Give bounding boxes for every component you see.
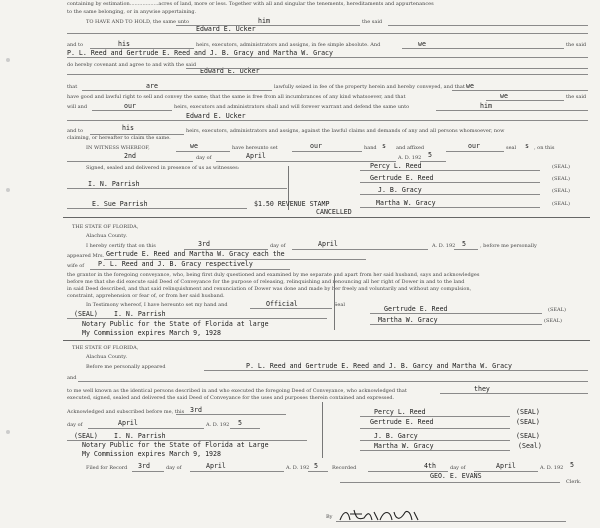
ack1-body-4: constraint, apprehension or fear of, or from her said husband.: [67, 293, 225, 299]
seal-s: s: [525, 142, 529, 150]
recorded-dayof: day of: [450, 465, 466, 471]
warrant-text: heirs, executors and administrators shall and will forever warrant and defend the same unto: [174, 104, 410, 110]
ack1-seal-word: Seal: [334, 302, 345, 308]
ack1-seal-1: (SEAL): [548, 307, 566, 313]
filed-dayof: day of: [166, 465, 182, 471]
claims-text: heirs, executors, administrators and assigns, against the lawful claims and demands of any and all persons whomsoever, now: [186, 128, 505, 134]
ack2-year: 5: [238, 419, 242, 427]
witness-we: we: [190, 142, 198, 150]
ack2-day: 3rd: [190, 406, 202, 414]
signer-1: Percy L. Reed: [370, 162, 422, 170]
filed-ad: A. D. 192: [286, 465, 310, 471]
ack1-ad: A. D. 192: [432, 243, 456, 249]
covenant-grantee: Edward E. Ucker: [200, 67, 260, 75]
seal-text: seal: [506, 145, 517, 151]
and-to-label-2: and to: [67, 128, 84, 134]
the-said-label-2: the said: [566, 42, 587, 48]
ack1-appeared: appeared Mrs.: [67, 253, 105, 259]
ack1-seal-2: (SEAL): [544, 318, 562, 324]
clerk-label: Clerk.: [566, 479, 582, 485]
ack2-body-1: to me well known as the identical persons described in and who executed the foregoing Deed of Conveyance, who acknowledged that: [67, 388, 407, 394]
signer-4: Martha W. Gracy: [376, 199, 436, 207]
seal-1: (SEAL): [552, 164, 570, 170]
brace-line: [334, 276, 335, 330]
ack1-day: 3rd: [198, 240, 210, 248]
ack2-seal-3: (SEAL): [516, 432, 540, 440]
ack1-state: THE STATE OF FLORIDA,: [72, 224, 139, 230]
ack2-signer-1: Percy L. Reed: [374, 408, 426, 416]
that-we-2: we: [500, 92, 508, 100]
grantee-pronoun: him: [258, 17, 270, 25]
ack2-commission: My Commission expires March 9, 1928: [82, 450, 221, 458]
witness-day: 2nd: [124, 152, 136, 160]
hand-text: hand: [364, 145, 377, 151]
ack2-notary-title: Notary Public for the State of Florida at Large: [82, 441, 269, 449]
ack2-seal-notary: (SEAL): [74, 432, 98, 440]
deed-line-2: to the same belonging, or in anywise appertaining.: [67, 9, 197, 15]
ack2-body-2: executed, signed, sealed and delivered the said Deed of Conveyance for the uses and purposes therein contained and expressed.: [67, 395, 395, 401]
brace-line: [322, 402, 323, 458]
cancelled-stamp: CANCELLED: [316, 208, 352, 216]
warrant-him: him: [480, 102, 492, 110]
witness-year: 5: [428, 151, 432, 159]
ack1-wife: wife of: [67, 263, 85, 269]
ad-text: A. D. 192: [398, 155, 422, 161]
ack2-ad: A. D. 192: [206, 422, 230, 428]
ack1-wife-1: Gertrude E. Reed: [384, 305, 448, 313]
ack1-body-2: before me that she did execute said Deed of Conveyance for the purpose of releasing, relinquishing and renouncing all her right of Dower in and to the land: [67, 279, 465, 285]
ack1-before: , before me personally: [480, 243, 537, 249]
ack2-state: THE STATE OF FLORIDA,: [72, 345, 139, 351]
ack1-names: Gertrude E. Reed and Martha W. Gracy each the: [106, 250, 285, 258]
heirs-text: heirs, executors, administrators and assigns, in fee simple absolute. And: [196, 42, 381, 48]
section-divider: [63, 217, 590, 218]
punch-hole: [6, 430, 10, 434]
witness-1: I. N. Parrish: [88, 180, 140, 188]
ack2-they: they: [474, 385, 490, 393]
ack1-testimony: In Testimony whereof, I have hereunto set my hand and: [86, 302, 228, 308]
filed-year: 5: [314, 462, 318, 470]
signer-2: Gertrude E. Reed: [370, 174, 434, 182]
ack2-county: Alachua County.: [86, 354, 128, 360]
witness-month: April: [246, 152, 266, 160]
on-this-text: , on this: [534, 145, 555, 151]
ack1-certify: I hereby certify that on this: [86, 243, 156, 249]
ack2-seal-1: (SEAL): [516, 408, 540, 416]
hand-s: s: [382, 142, 386, 150]
day-of-text: day of: [196, 155, 212, 161]
filed-day: 3rd: [138, 462, 150, 470]
ack1-county: Alachua County.: [86, 233, 128, 239]
witness-whereof: IN WITNESS WHEREOF,: [86, 145, 150, 151]
ack1-notary-title: Notary Public for the State of Florida at large: [82, 320, 269, 328]
will-and-label: will and: [67, 104, 88, 110]
seal-3: (SEAL): [552, 188, 570, 194]
ack2-and: and: [67, 375, 77, 381]
ack2-ack-sub: Acknowledged and subscribed before me, this: [67, 409, 185, 415]
warrant-grantee: Edward E. Ucker: [186, 112, 246, 120]
that-we-text: we: [466, 82, 474, 90]
ack2-notary: I. N. Parrish: [114, 432, 166, 440]
signer-3: J. B. Gracy: [378, 186, 422, 194]
ack2-seal-4: (Seal): [518, 442, 542, 450]
recorded-month: April: [496, 462, 516, 470]
seal-4: (SEAL): [552, 201, 570, 207]
signed-sealed-text: Signed, sealed and delivered in presence of us as witnesses:: [86, 165, 240, 171]
claim-same-text: claiming, or hereafter to claim the same.: [67, 135, 171, 141]
clerk-signature-mark: [338, 508, 422, 524]
the-said-label-3: the said: [566, 94, 587, 100]
section-divider: [63, 340, 590, 341]
ack1-husbands: P. L. Reed and J. B. Gracy respectively: [98, 260, 253, 268]
punch-hole: [6, 58, 10, 62]
clerk-name: GEO. E. EVANS: [430, 472, 482, 480]
ack1-dayof: day of: [270, 243, 286, 249]
ack1-official: Official: [266, 300, 298, 308]
seal-2: (SEAL): [552, 176, 570, 182]
ack1-commission: My Commission expires March 9, 1928: [82, 329, 221, 337]
ack1-month: April: [318, 240, 338, 248]
that-label: that: [67, 84, 78, 90]
recorded-label: Recorded: [332, 465, 357, 471]
ack1-seal-notary: (SEAL): [74, 310, 98, 318]
recorded-day: 4th: [424, 462, 436, 470]
are-text: are: [146, 82, 158, 90]
grantors-names: P. L. Reed and Gertrude E. Reed and J. B. Gracy and Martha W. Gracy: [67, 49, 333, 57]
covenant-text: do hereby covenant and agree to and with the said: [67, 62, 197, 68]
ack1-year: 5: [462, 240, 466, 248]
recorded-year: 5: [570, 461, 574, 469]
punch-hole: [6, 188, 10, 192]
deed-line-1: containing by estimation..................acres of land, more or less. Together with all and singular the tenements, hereditaments and appurtenances: [67, 1, 434, 7]
hereunto-text: have hereunto set: [232, 145, 278, 151]
his-text: his: [118, 40, 130, 48]
witness-our: our: [310, 142, 322, 150]
ack1-notary: I. N. Parrish: [114, 310, 166, 318]
by-label: By: [326, 514, 333, 520]
we-text: we: [418, 40, 426, 48]
ack2-signer-3: J. B. Garcy: [374, 432, 418, 440]
ack2-before: Before me personally appeared: [86, 364, 166, 370]
recorded-ad: A. D. 192: [540, 465, 564, 471]
ack2-seal-2: (SEAL): [516, 418, 540, 426]
ack2-signer-4: Martha W. Gracy: [374, 442, 434, 450]
ack2-month: April: [118, 419, 138, 427]
the-said-label: the said: [362, 19, 383, 25]
ack1-body-1: the grantor in the foregoing conveyance, who, being first duly questioned and examined by me separate and apart from her said husband, says and acknowledges: [67, 272, 480, 278]
revenue-stamp: $1.50 REVENUE STAMP: [254, 200, 330, 208]
and-to-label: and to: [67, 42, 84, 48]
his-text-2: his: [122, 124, 134, 132]
filed-month: April: [206, 462, 226, 470]
seal-our: our: [468, 142, 480, 150]
ack2-names: P. L. Reed and Gertrude E. Reed and J. B. Garcy and Martha W. Gracy: [246, 362, 512, 370]
free-text: have good and lawful right to sell and convey the same; that the same is free from all incumbrances of any kind whatsoever, and that: [67, 94, 406, 100]
affixed-text: and affixed: [396, 145, 425, 151]
habendum-label: TO HAVE AND TO HOLD, the same unto: [86, 19, 190, 25]
seized-text: lawfully seized in fee of the property herein and hereby conveyed, and that: [274, 84, 465, 90]
grantee-name: Edward E. Ucker: [196, 25, 256, 33]
ack2-signer-2: Gertrude E. Reed: [370, 418, 434, 426]
ack1-wife-2: Martha W. Gracy: [378, 316, 438, 324]
ack2-dayof: day of: [67, 422, 83, 428]
our-text: our: [124, 102, 136, 110]
witness-2: E. Sue Parrish: [92, 200, 148, 208]
ack1-body-3: in said Deed described, and that said relinquishment and renunciation of Dower was done and made by her freely and voluntarily and without any compulsion,: [67, 286, 472, 292]
filed-label: Filed for Record: [86, 465, 128, 471]
